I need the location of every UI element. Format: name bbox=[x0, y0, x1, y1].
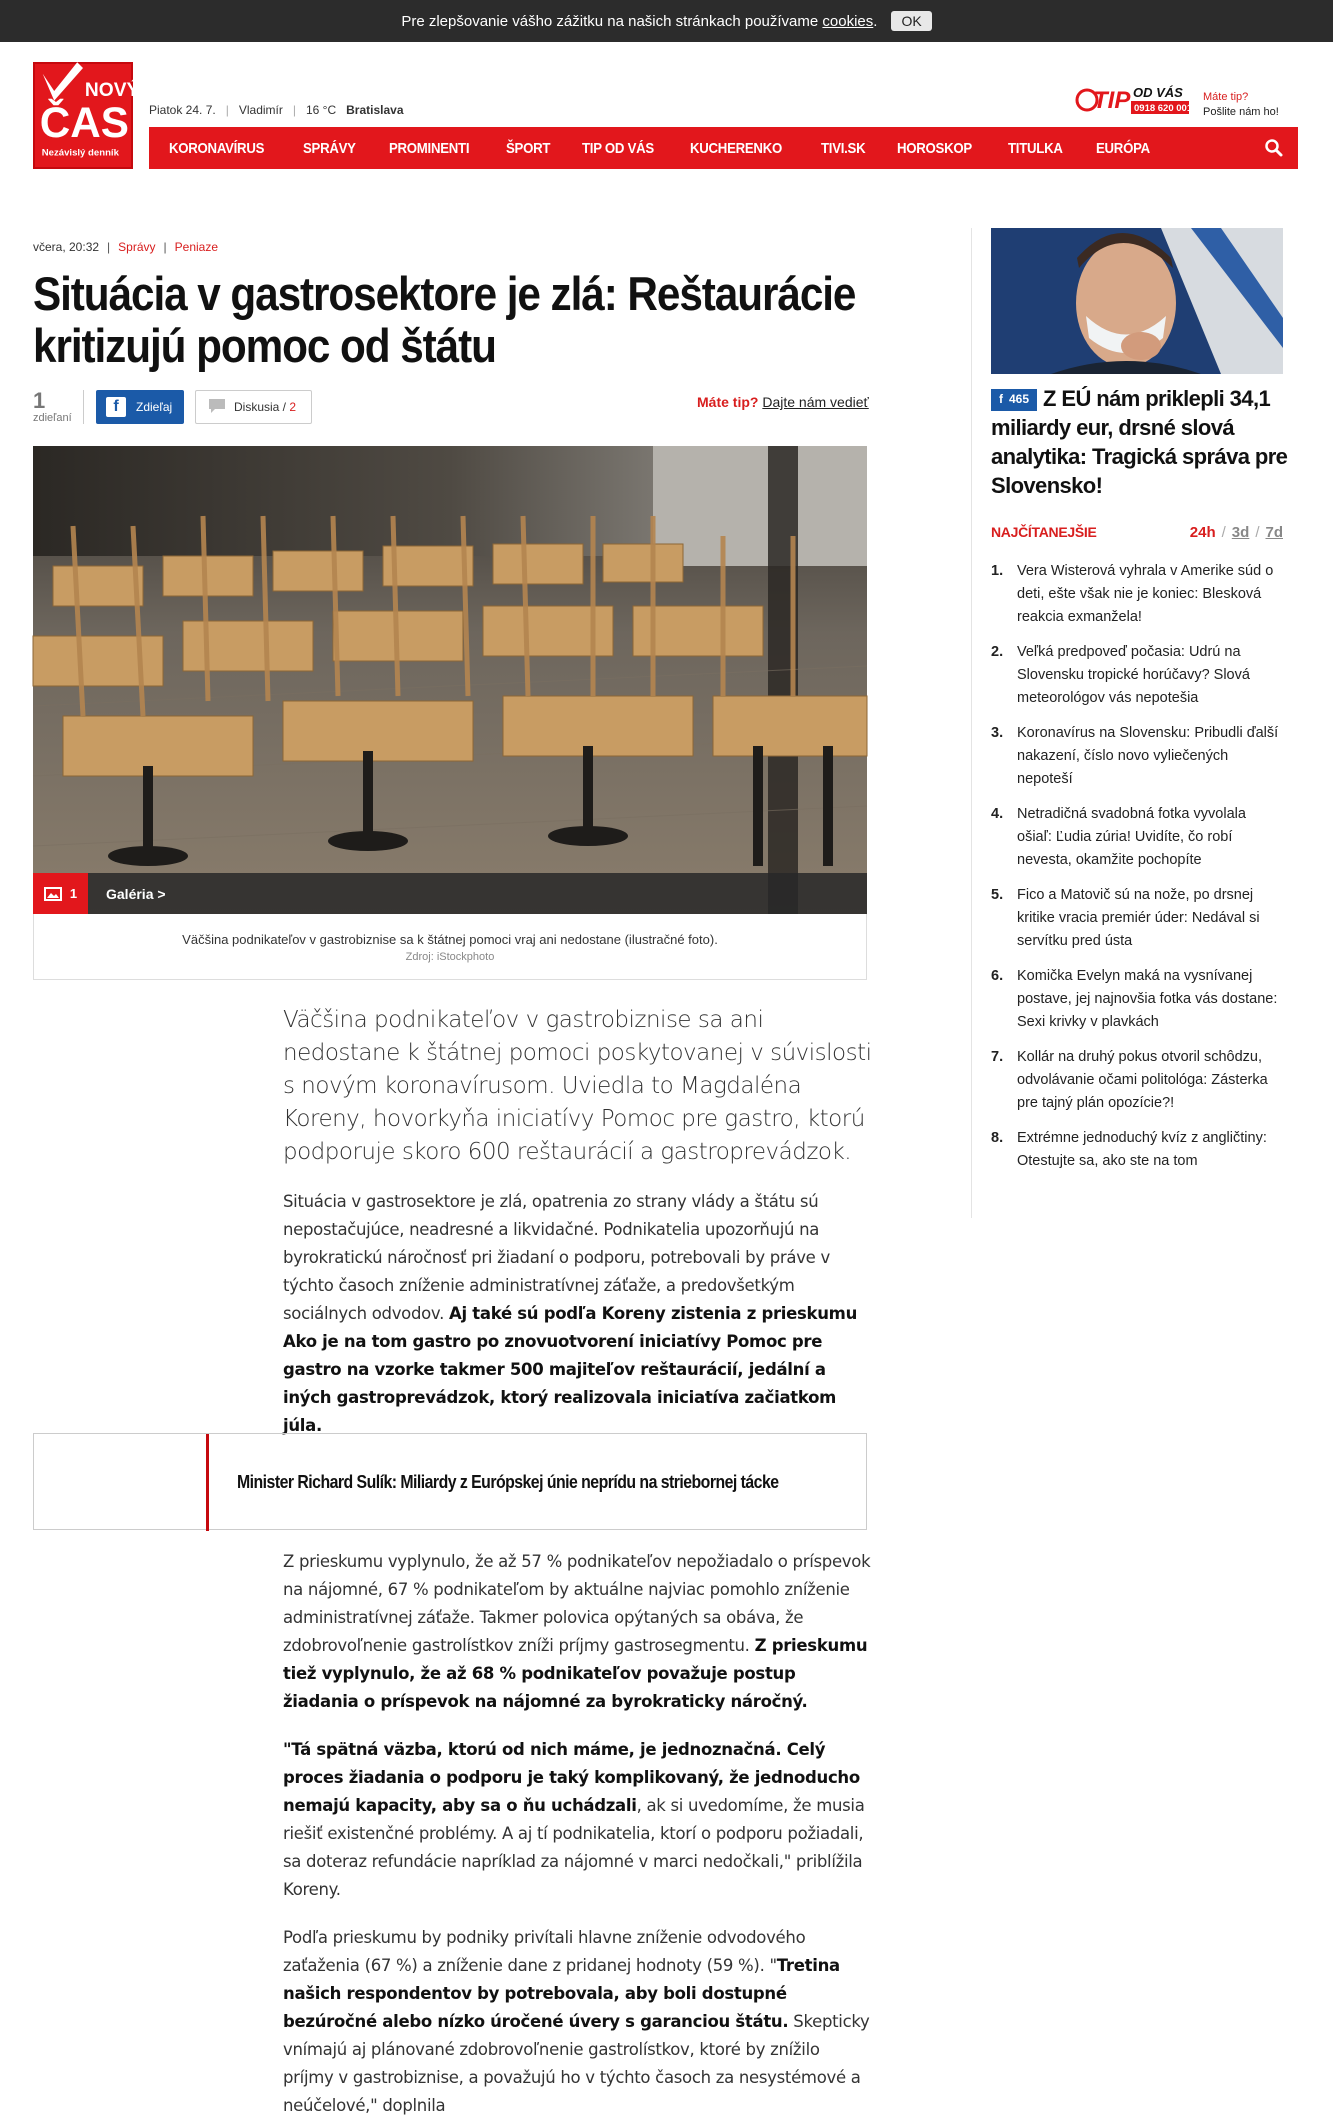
most-read-list bbox=[991, 560, 1283, 1185]
article-tip-prompt: Máte tip? Dajte nám vedieť bbox=[697, 394, 869, 410]
svg-text:NOVÝ: NOVÝ bbox=[84, 79, 140, 101]
photo-source: Zdroj: iStockphoto bbox=[405, 951, 495, 963]
share-bar bbox=[33, 390, 312, 424]
tip-link[interactable]: Dajte nám vedieť bbox=[762, 394, 869, 410]
share-count: 1 zdieľaní bbox=[33, 388, 72, 424]
category-peniaze[interactable]: Peniaze bbox=[174, 240, 219, 254]
tip-note[interactable] bbox=[1203, 90, 1279, 120]
sidebar-headline[interactable]: f 465 Z EÚ nám priklepli 34,1 miliardy eur, drsné slová analytika: Tragická správa pre Slovensko! bbox=[991, 386, 1288, 498]
search-icon[interactable] bbox=[1264, 138, 1284, 158]
article-meta: včera, 20:32 | Správy | Peniaze bbox=[33, 240, 219, 254]
category-spravy[interactable]: Správy bbox=[118, 240, 156, 254]
article-photo[interactable] bbox=[33, 446, 867, 914]
cookie-ok-button[interactable]: OK bbox=[891, 11, 931, 31]
tip-question: Máte tip? bbox=[1203, 91, 1249, 103]
list-item[interactable]: 3. Koronavírus na Slovensku: Pribudli ďalší nakazení, číslo novo vyliečených nepoteší bbox=[991, 725, 1279, 787]
cookie-bar bbox=[0, 0, 1333, 42]
list-item[interactable]: 8. Extrémne jednoduchý kvíz z angličtiny: Otestujte sa, ako ste na tom bbox=[991, 1130, 1267, 1169]
nav-item-spravy[interactable]: SPRÁVY bbox=[303, 139, 356, 157]
nav-item-kucherenko[interactable]: KUCHERENKO bbox=[690, 139, 783, 157]
sidebar-photo[interactable] bbox=[991, 228, 1283, 374]
list-item[interactable]: 1. Vera Wisterová vyhrala v Amerike súd o deti, ešte však nie je koniec: Blesková reakcia exmanžela! bbox=[991, 563, 1274, 625]
gallery-icon: 1 bbox=[33, 873, 88, 914]
dateline: Piatok 24. 7. | Vladimír | 16 °C Bratislava bbox=[149, 103, 404, 117]
tip-cta: Pošlite nám ho! bbox=[1203, 106, 1279, 118]
list-item[interactable]: 4. Netradičná svadobná fotka vyvolala ošiaľ: Ľudia zúria! Uvidíte, čo robí nevesta, okamžite pochopíte bbox=[991, 806, 1246, 868]
city-text: Bratislava bbox=[346, 103, 404, 117]
facebook-icon: f bbox=[106, 397, 126, 417]
novy-cas-logo[interactable] bbox=[33, 62, 140, 169]
article-lead: Väčšina podnikateľov v gastrobiznise sa ani nedostane k štátnej pomoci poskytovanej v súvislosti s novým koronavírusom. Uviedla to Magdaléna Koreny, hovorkyňa iniciatívy Pomoc pre gastro, ktorú podporuje skoro 600 reštaurácií a gastroprevádzok. bbox=[283, 1007, 872, 1165]
nav-item-tivi[interactable]: TIVI.SK bbox=[820, 139, 865, 157]
date-text: Piatok 24. 7. bbox=[149, 103, 216, 117]
related-article[interactable] bbox=[33, 1433, 867, 1530]
article-time: včera, 20:32 bbox=[33, 240, 100, 254]
tab-7d[interactable]: 7d bbox=[1265, 524, 1283, 541]
photo-caption: Väčšina podnikateľov v gastrobiznise sa k štátnej pomoci vraj ani nedostane (ilustračné foto). Zdroj: iStockphoto bbox=[33, 914, 867, 980]
svg-text:ČAS: ČAS bbox=[39, 99, 129, 147]
tab-24h[interactable]: 24h bbox=[1189, 524, 1216, 541]
facebook-share-button[interactable]: f Zdieľaj bbox=[96, 390, 184, 424]
list-item[interactable]: 6. Komička Evelyn maká na vysnívanej postave, jej najnovšia fotka vás dostane: Sexi krivky v plavkách bbox=[991, 968, 1278, 1030]
related-article-title[interactable]: Minister Richard Sulík: Miliardy z Európskej únie neprídu na striebornej tácke bbox=[237, 1472, 779, 1492]
nameday-text: Vladimír bbox=[238, 103, 283, 117]
article-paragraph: Z prieskumu vyplynulo, že až 57 % podnikateľov nepožiadalo o príspevok na nájomné, 67 % podnikateľom by aktuálne najviac pomohlo zníženie administratívnej záťaže. Takmer polovica opýtaných sa obáva, že zdobrovoľnenie gastrolístkov zníži príjmy gastrosegmentu. Z prieskumu tiež vyplynulo, že až 68 % podnikateľov považuje postup žiadania o príspevok na nájomné za byrokraticky náročný. bbox=[283, 1552, 871, 1711]
list-item[interactable]: 2. Veľká predpoveď počasia: Udrú na Slovensku tropické horúčavy? Slová meteorológov vás nepotešia bbox=[991, 644, 1250, 706]
comment-icon bbox=[208, 398, 226, 417]
nav-item-horoskop[interactable]: HOROSKOP bbox=[897, 139, 972, 157]
most-read-title: NAJČÍTANEJŠIE bbox=[991, 524, 1097, 540]
article-paragraph: "Tá spätná väzba, ktorú od nich máme, je jednoznačná. Celý proces žiadania o podporu je taký komplikovaný, že jednoducho nemajú kapacity, aby sa o ňu uchádzali, ak si uvedomíme, že musia riešiť existenčné problémy. A aj tí podnikatelia, ktorí o podporu požiadali, sa doteraz refundácie napríklad za nájomné v marci nedočkali," priblížila Koreny. bbox=[283, 1740, 865, 1899]
article-paragraph: Podľa prieskumu by podniky privítali hlavne zníženie odvodového zaťaženia (67 %) a zníženie dane z pridanej hodnoty (59 %). "Tretina našich respondentov by potrebovala, aby boli dostupné bezúročné alebo nízko úročené úvery s garanciou štátu. Skepticky vnímajú aj plánované zdobrovoľnenie gastrolístkov, ktoré by znížilo príjmy v gastrobiznise, a považujú ho v týchto časoch za nesystémové a neúčelové," doplnila bbox=[283, 1928, 870, 2115]
cookie-text: Pre zlepšovanie vášho zážitku na našich stránkach používame cookies. bbox=[401, 12, 878, 30]
facebook-share-count: f 465 bbox=[991, 389, 1037, 411]
list-item[interactable]: 5. Fico a Matovič sú na nože, po drsnej kritike vracia premiér úder: Nedával si servítku pred ústa bbox=[991, 887, 1260, 949]
svg-text:0918 620 001: 0918 620 001 bbox=[1134, 103, 1193, 114]
nav-item-europa[interactable]: EURÓPA bbox=[1096, 139, 1151, 157]
gallery-link[interactable]: Galéria > bbox=[106, 885, 166, 902]
most-read-header: NAJČÍTANEJŠIE 24h / 3d / 7d bbox=[991, 524, 1283, 541]
gallery-bar[interactable] bbox=[33, 873, 867, 914]
svg-text:Nezávislý denník: Nezávislý denník bbox=[41, 147, 119, 159]
tip-od-vas-logo[interactable] bbox=[1075, 82, 1193, 117]
temperature-text: 16 °C bbox=[305, 103, 337, 117]
tab-3d[interactable]: 3d bbox=[1231, 524, 1250, 541]
svg-text:TIP: TIP bbox=[1093, 87, 1131, 114]
article-title: Situácia v gastrosektore je zlá: Reštaurácie kritizujú pomoc od štátu bbox=[33, 267, 856, 372]
nav-item-prominenti[interactable]: PROMINENTI bbox=[389, 139, 470, 157]
discussion-button[interactable]: Diskusia / 2 bbox=[195, 390, 312, 424]
nav-item-koronavirus[interactable]: KORONAVÍRUS bbox=[169, 139, 265, 157]
svg-text:OD VÁS: OD VÁS bbox=[1133, 85, 1183, 100]
facebook-icon: f bbox=[999, 392, 1003, 406]
list-item[interactable]: 7. Kollár na druhý pokus otvoril schôdzu, odvolávanie očami politológa: Zásterka pre tajný plán opozície?! bbox=[991, 1049, 1268, 1111]
nav-item-sport[interactable]: ŠPORT bbox=[506, 139, 551, 157]
nav-item-tip-od-vas[interactable]: TIP OD VÁS bbox=[582, 139, 655, 157]
cookies-link[interactable]: cookies bbox=[822, 12, 874, 30]
main-navigation bbox=[149, 127, 1298, 169]
article-paragraph: Situácia v gastrosektore je zlá, opatrenia zo strany vlády a štátu sú nepostačujúce, neadresné a likvidačné. Podnikatelia upozorňujú na byrokratickú náročnosť pri žiadaní o podporu, potrebovali by práve v týchto časoch zníženie administratívnej záťaže, a predovšetkým sociálnych odvodov. Aj také sú podľa Koreny zistenia z prieskumu Ako je na tom gastro po znovuotvorení iniciatívy Pomoc pre gastro na vzorke takmer 500 majiteľov reštaurácií, jedální a iných gastroprevádzok, ktorý realizovala iniciatíva začiatkom júla. bbox=[283, 1192, 858, 1435]
nav-item-titulka[interactable]: TITULKA bbox=[1008, 139, 1063, 157]
